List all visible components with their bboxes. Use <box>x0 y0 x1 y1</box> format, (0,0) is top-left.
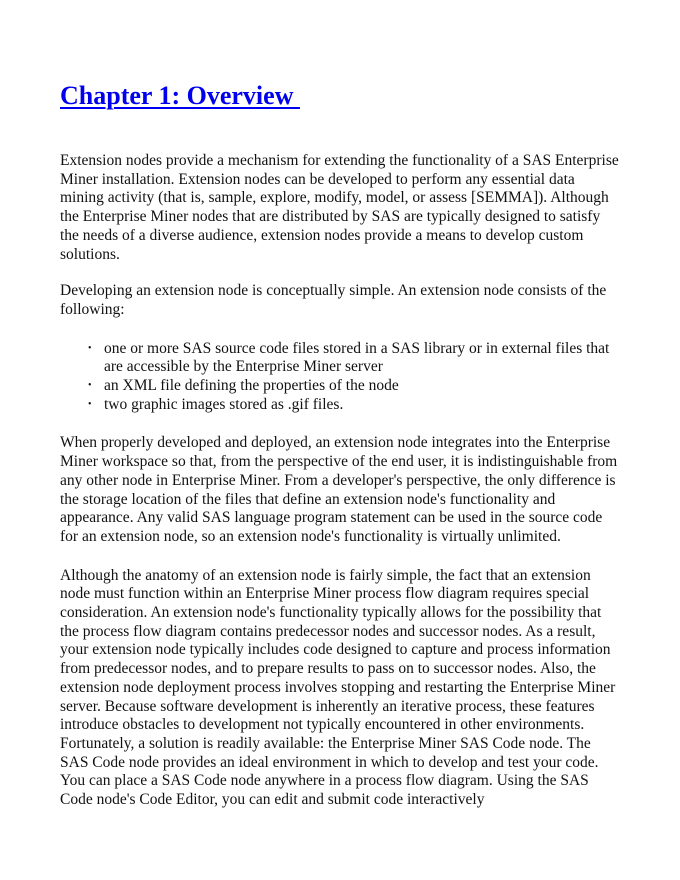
list-item-text: one or more SAS source code files stored in a SAS library or in external files that are accessible by the Enterprise Miner server <box>104 339 610 376</box>
components-list <box>60 340 620 415</box>
list-item-text: an XML file defining the properties of the node <box>104 377 399 395</box>
chapter-heading <box>60 78 620 114</box>
bullet-icon: • <box>88 380 92 392</box>
bullet-icon: • <box>88 342 92 354</box>
list-item <box>88 339 620 377</box>
paragraph-anatomy: Although the anatomy of an extension node is fairly simple, the fact that an extension node must function within an Enterprise Miner process flow diagram requires special consideration. An extension node's functionality typically allows for the possibility that the process flow diagram contains predecessor nodes and successor nodes. As a result, your extension node typically includes code designed to capture and process information from predecessor nodes, and to prepare results to pass on to successor nodes. Also, the extension node deployment process involves stopping and restarting the Enterprise Miner server. Because software development is inherently an iterative process, these features introduce obstacles to development not typically encountered in other environments. Fortunately, a solution is readily available: the Enterprise Miner SAS Code node. The SAS Code node provides an ideal environment in which to develop and test your code. You can place a SAS Code node anywhere in a process flow diagram. Using the SAS Code node's Code Editor, you can edit and submit code interactively <box>60 566 616 809</box>
list-item <box>88 377 620 396</box>
paragraph-deployment: When properly developed and deployed, an extension node integrates into the Enterprise Miner workspace so that, from the perspective of the end user, it is indistinguishable from any other node in Enterprise Miner. From a developer's perspective, the only difference is the storage location of the files that define an extension node's functionality and appearance. Any valid SAS language program statement can be used in the source code for an extension node, so an extension node's functionality is virtually unlimited. <box>60 434 618 545</box>
chapter-title-link[interactable]: Chapter 1: Overview <box>60 81 300 110</box>
paragraph-intro: Extension nodes provide a mechanism for extending the functionality of a SAS Enterprise Miner installation. Extension nodes can be developed to perform any essential data mining activity (that is, sample, explore, modify, model, or assess [SEMMA]). Although the Enterprise Miner nodes that are distributed by SAS are typically designed to satisfy the needs of a diverse audience, extension nodes provide a means to develop custom solutions. <box>60 152 619 263</box>
paragraph-components-intro: Developing an extension node is conceptually simple. An extension node consists of the following: <box>60 282 607 318</box>
document-page <box>60 78 620 810</box>
bullet-icon: • <box>88 398 92 410</box>
list-item-text: two graphic images stored as .gif files. <box>104 395 344 413</box>
list-item <box>88 395 620 415</box>
